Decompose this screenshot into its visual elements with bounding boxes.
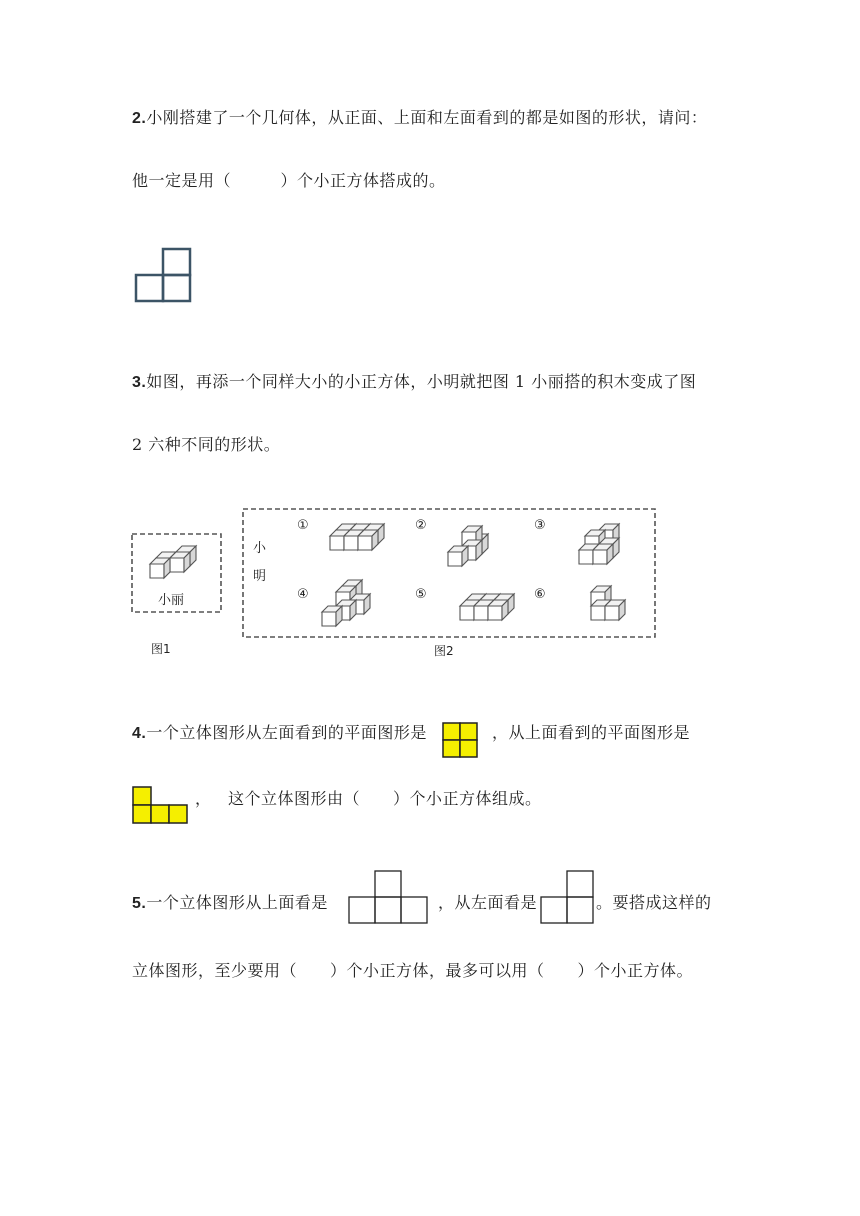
q5-number: 5. [132,895,147,912]
option-1-label: ① [297,518,309,533]
q4-line2-right [228,786,542,809]
q2-shape-figure [132,246,194,304]
q2-text-1: 小刚搭建了一个几何体，从正面、上面和左面看到的都是如图的形状，请问： [146,108,708,127]
fig1-caption: 图1 [151,642,171,656]
q4-text-2a: ， [195,789,212,808]
option-2-label: ② [415,518,427,533]
option-1-cubes [330,524,384,550]
q3-figures [125,500,665,665]
q4-number: 4. [132,725,147,742]
fig1-box-label: 小丽 [158,593,185,608]
option-6-label: ⑥ [534,587,546,602]
option-4-cubes [322,580,370,626]
q4-line1 [132,720,427,743]
q3-line1 [132,369,696,392]
option-6-cubes [591,586,625,620]
q4-left-view-figure [442,722,478,758]
fig2-caption: 图2 [434,644,454,658]
q5-text-1c: 。要搭成这样的 [596,893,712,912]
q2-number: 2. [132,110,147,127]
q4-line2 [195,786,212,809]
q5-line1 [132,890,328,913]
q5-text-1b: ，从左面看是 [438,893,538,912]
q2-line2 [132,168,446,191]
q4-text-2b: 这个立体图形由（ ）个小正方体组成。 [228,789,542,808]
option-4-label: ④ [297,587,309,602]
q5-line1-mid [438,890,537,913]
q4-line1-right [492,720,690,743]
q5-left-view-figure [540,870,596,925]
q3-line2 [132,432,280,455]
option-3-label: ③ [534,518,546,533]
q3-text-2: 2 六种不同的形状。 [132,435,281,454]
q5-text-2: 立体图形，至少要用（ ）个小正方体，最多可以用（ ）个小正方体。 [132,961,694,980]
fig2-side-label-1: 小 [253,541,267,556]
option-5-label: ⑤ [415,587,427,602]
q4-top-view-figure [132,786,188,824]
q2-line1 [132,105,707,128]
q2-text-2: 他一定是用（ ）个小正方体搭成的。 [132,171,446,190]
q4-text-1a: 一个立体图形从左面看到的平面图形是 [146,723,427,742]
fig2-side-label-2: 明 [253,569,267,584]
q5-line1-right [596,890,712,913]
option-2-cubes [448,526,488,566]
q4-text-1b: ，从上面看到的平面图形是 [492,723,691,742]
option-5-cubes [460,594,514,620]
q5-text-1a: 一个立体图形从上面看是 [146,893,328,912]
option-3-cubes [579,524,619,564]
q5-line2 [132,958,693,981]
q3-text-1: 如图，再添一个同样大小的小正方体，小明就把图 1 小丽搭的积木变成了图 [146,372,697,391]
q3-number: 3. [132,374,147,391]
q5-top-view-figure [348,870,428,925]
fig1-cubes [150,546,196,578]
